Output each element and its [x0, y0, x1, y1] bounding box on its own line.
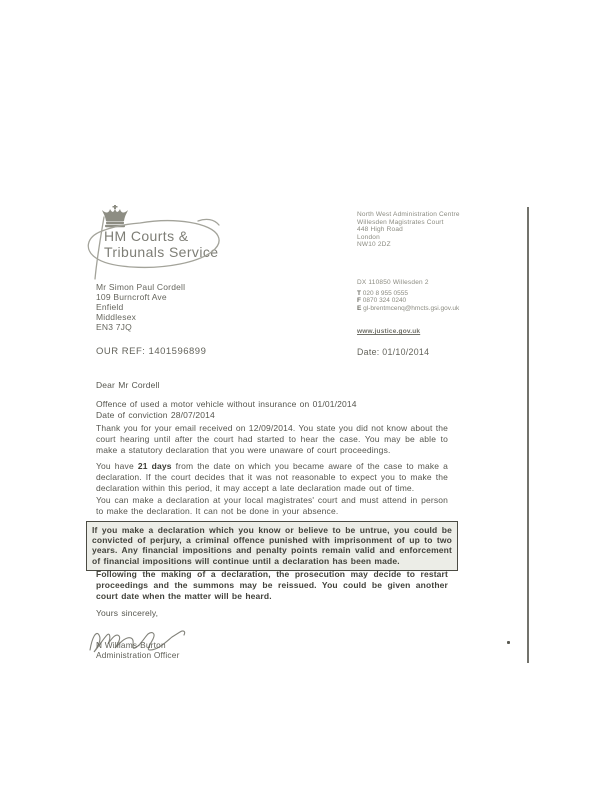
ref-label: OUR REF: — [96, 346, 146, 357]
subject-line-offence: Offence of used a motor vehicle without insurance on 01/01/2014 — [96, 399, 357, 409]
email-value: gl-brentmcenq@hmcts.gsi.gov.uk — [363, 304, 460, 312]
our-reference — [96, 346, 206, 357]
sender-address-block — [357, 211, 460, 249]
phone-line — [357, 290, 459, 297]
dx-number: DX 110850 Willesden 2 — [357, 279, 429, 286]
date-value: 01/10/2014 — [382, 347, 430, 357]
fax-value: 0870 324 0240 — [362, 297, 407, 305]
hmcts-logo-text — [104, 229, 218, 260]
deadline-21-days: 21 days — [137, 461, 172, 471]
recipient-line: Mr Simon Paul Cordell — [96, 282, 186, 292]
recipient-line: 109 Burncroft Ave — [96, 292, 167, 302]
sender-address-line: Willesden Magistrates Court — [357, 218, 444, 226]
recipient-line: Middlesex — [96, 312, 137, 322]
email-label: E — [357, 304, 362, 312]
sender-address-line: North West Administration Centre — [357, 211, 460, 218]
logo-line-2: Tribunals Service — [104, 243, 219, 260]
recipient-line: EN3 7JQ — [96, 322, 132, 332]
email-line — [357, 305, 459, 312]
letter-date — [357, 347, 429, 357]
scan-speck — [507, 641, 510, 644]
phone-label: T — [357, 290, 361, 297]
valediction: Yours sincerely, — [96, 608, 159, 618]
fax-label: F — [357, 297, 361, 305]
signatory-block — [96, 641, 180, 661]
subject-block — [96, 399, 448, 420]
date-label: Date: — [357, 347, 380, 357]
paragraph-intro: Thank you for your email received on 12/09/2014. You state you did not know about the court hearing until after the court had started to hear the case. You may be able to make a statutory declaration that you were unaware of court proceedings. — [96, 423, 448, 455]
paragraph-restart: Following the making of a declaration, the prosecution may decide to restart proceedings and the summons may be reissued. You could be given another court date when the matter will be heard. — [96, 569, 448, 601]
sender-address-line: London — [357, 233, 380, 241]
sender-address-line: 448 High Road — [357, 226, 403, 234]
sender-address-line: NW10 2DZ — [357, 241, 391, 249]
recipient-address-block — [96, 282, 185, 332]
hmcts-crown-icon — [101, 205, 129, 228]
subject-line-conviction: Date of conviction 28/07/2014 — [96, 409, 215, 420]
signatory-title: Administration Officer — [96, 649, 180, 660]
fax-line — [357, 297, 459, 304]
perjury-warning-box: If you make a declaration which you know or believe to be untrue, you could be convicted of perjury, a criminal offence punished with imprisonment of up to two years. Any financial impositions and penalty points remain valid and enforcement of financial impositions will continue until a declaration has been made. — [86, 521, 458, 571]
logo-line-1: HM Courts & — [104, 228, 189, 244]
website-link: www.justice.gov.uk — [357, 328, 421, 335]
signatory-name: N Williams-Burton — [96, 640, 166, 650]
phone-value: 020 8 955 0555 — [362, 290, 408, 297]
scan-fold-line — [527, 207, 529, 663]
paragraph-deadline — [96, 461, 448, 493]
recipient-line: Enfield — [96, 302, 124, 312]
paragraph-attend: You can make a declaration at your local magistrates' court and must attend in person to make the declaration. It can not be done in your absence. — [96, 495, 448, 516]
deadline-text-pre: You have — [96, 461, 138, 471]
salutation: Dear Mr Cordell — [96, 380, 160, 390]
ref-value: 1401596899 — [148, 346, 207, 357]
deadline-text-post: from the date on which you became aware of the case to make a declaration. If the court decides that it was not reasonable to expect you to make the declaration within this period, it may accept a late declaration made out of time. — [96, 461, 449, 493]
contact-block — [357, 290, 459, 312]
